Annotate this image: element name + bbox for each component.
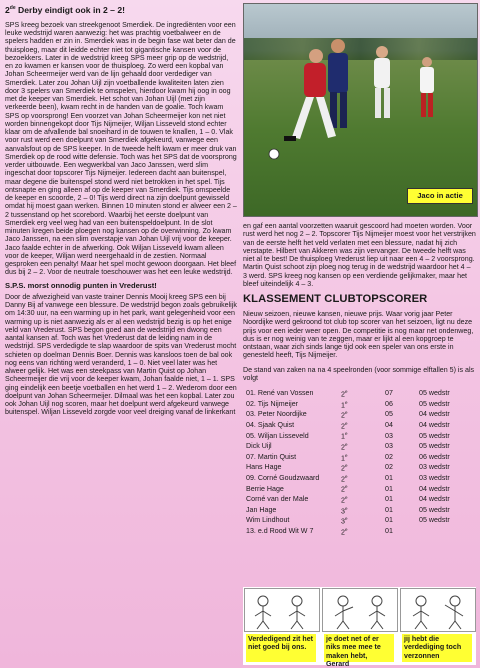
player-name: Dick Uijl xyxy=(246,442,272,451)
team-ordinal: e xyxy=(344,399,348,405)
team-cell xyxy=(341,473,385,484)
matches-cell: 04 wedstr xyxy=(419,410,450,419)
goals-cell: 05 xyxy=(385,410,393,419)
team-cell xyxy=(341,505,385,516)
matches-cell: 06 wedstr xyxy=(419,452,450,461)
article-continuation: en gaf een aantal voorzetten waaruit gescoord had moeten worden. Voor rust werd het nog 2 – 2. Topscorer Tijs Nijmeijer moest voor het verstrijken van de eerste helft het veld verlaten met een blessure, nadat hij zich verstapte. Hilbert van Akkeren was zijn vervanger. De tweede helft was niet al te best! De thuisploeg Vrederust liep uit naar een 4 – 2 voorsprong. Martin Quist schoot zijn ploeg nog terug in de wedstrijd waardoor het 4 – 3 werd. SPS kreeg nog kansen op een verdiende gelijkmaker, maar het bleef uiteindelijk 4 – 3. xyxy=(243,222,476,288)
cartoon-figures-icon xyxy=(245,589,319,631)
team-ordinal: e xyxy=(344,442,348,448)
team-cell xyxy=(341,430,385,441)
team-ordinal: e xyxy=(344,516,348,522)
goals-cell: 03 xyxy=(385,431,393,440)
player-name: 04. Sjaak Quist xyxy=(246,421,295,429)
team-cell xyxy=(341,494,385,505)
matches-cell: 04 wedstr xyxy=(419,484,450,493)
matches-cell xyxy=(419,526,469,537)
table-row xyxy=(246,473,469,484)
team-number: 1 xyxy=(341,454,345,463)
matches-cell: 05 wedstr xyxy=(419,389,450,398)
team-number: 1 xyxy=(341,400,345,409)
article-paragraph-2: Door de afwezigheid van vaste trainer Dennis Mooij kreeg SPS een bij Danny Bij af vanwege een blessure. De wedstrijd begon zoals gebruikelijk om 14:30 uur, na een warming up in het park, want gelegenheid voor een warming up is niet aanwezig als er al een wedstrijd bezig is op het enige veld van Vrederust. SPS begon goed aan de wedstrijd en dwong een aantal kansen af. Toch was het Vrederust dat de leiding nam in de wedstrijd. SPS verdedigde te slap waardoor de spits van Vrederust mocht schieten op doelman Dennis Boer. Dennis was kansloos toen de bal ook nog eens van richting werd veranderd, 1 – 0. Niet veel later was het alweer gelijk. Het was een steekpass van Martin Quist op Johan Scheermeijer die vrij voor de keeper kwam, Johan faalde niet, 1 – 1. SPS ging eindelijk een beetje voetballen en het werd 1 – 2. Wederom door een doelpunt van Johan Scheermeijer. Dilmaal was het een kopbal. Later zou ook Johan Uijl nog scoren, maar het doelpunt werd afgekeurd vanwege buitenspel. Wiljan Lisseveld zorgde voor veel dreiging vanaf de linkerkant xyxy=(5,292,237,417)
photo-players-illustration xyxy=(244,4,477,216)
cartoon-bubble-3: jij hebt die verdediging toch verzonnen xyxy=(402,634,472,662)
player-name: 01. René van Vossen xyxy=(246,389,314,398)
team-ordinal: e xyxy=(344,505,348,511)
article-title: 2de Derby eindigt ook in 2 – 2! xyxy=(5,4,125,15)
matches-cell: 05 wedstr xyxy=(419,399,450,408)
table-row xyxy=(246,388,469,399)
team-ordinal: e xyxy=(344,431,348,437)
team-number: 2 xyxy=(341,485,345,494)
table-row xyxy=(246,505,469,516)
team-cell xyxy=(341,452,385,463)
player-name: 03. Peter Noordijke xyxy=(246,410,307,419)
matches-cell: 04 wedstr xyxy=(419,421,450,429)
left-column xyxy=(5,3,237,417)
team-ordinal: e xyxy=(344,410,348,416)
player-name: Jan Hage xyxy=(246,505,277,514)
team-ordinal: e xyxy=(344,389,348,394)
goals-cell: 01 xyxy=(385,516,393,525)
team-cell xyxy=(341,409,385,420)
goals-cell: 01 xyxy=(385,484,393,493)
team-number: 2 xyxy=(341,411,345,420)
table-row xyxy=(246,430,469,441)
photo-caption: Jaco in actie xyxy=(407,188,473,204)
table-row xyxy=(246,409,469,420)
player-name: Hans Hage xyxy=(246,463,282,472)
goals-cell: 02 xyxy=(385,452,393,461)
team-ordinal: e xyxy=(344,473,348,479)
matches-cell: 05 wedstr xyxy=(419,431,450,440)
table-row xyxy=(246,494,469,505)
table-row xyxy=(246,526,469,537)
player-name: Wim Lindhout xyxy=(246,516,290,525)
team-number: 3 xyxy=(341,507,345,516)
table-row xyxy=(246,462,469,473)
match-photo xyxy=(243,3,478,217)
team-cell xyxy=(341,399,385,410)
table-row xyxy=(246,420,469,431)
team-cell xyxy=(341,388,385,399)
goals-cell: 03 xyxy=(385,442,393,451)
team-number: 1 xyxy=(341,432,345,441)
topscorer-table xyxy=(246,388,469,537)
cartoon-figures-icon xyxy=(401,589,475,631)
article-subheading: S.P.S. morst onnodig punten in Vrederust! xyxy=(5,280,157,290)
team-cell xyxy=(341,462,385,473)
team-ordinal: e xyxy=(344,420,348,426)
team-ordinal: e xyxy=(344,484,348,490)
team-ordinal: e xyxy=(344,463,348,469)
goals-cell: 06 xyxy=(385,399,393,408)
table-row xyxy=(246,452,469,463)
team-number: 2 xyxy=(341,464,345,473)
goals-cell: 01 xyxy=(385,495,393,504)
team-number: 2 xyxy=(341,422,345,431)
team-ordinal: e xyxy=(344,526,348,532)
goals-cell: 04 xyxy=(385,421,393,429)
cartoon-panel-2 xyxy=(322,588,398,632)
right-column xyxy=(243,222,476,537)
player-name: 05. Wiljan Lisseveld xyxy=(246,431,309,440)
team-ordinal: e xyxy=(344,495,348,501)
team-number: 2 xyxy=(341,443,345,452)
cartoon-panel-3 xyxy=(400,588,476,632)
goals-cell: 01 xyxy=(385,474,393,483)
klassement-standing-text: De stand van zaken na na 4 speelronden (voor sommige elftallen 5) is als volgt xyxy=(243,365,475,382)
matches-cell: 05 wedstr xyxy=(419,516,450,525)
goals-cell: 01 xyxy=(385,527,393,536)
table-row xyxy=(246,515,469,526)
cartoon-figures-icon xyxy=(323,589,397,631)
team-ordinal: e xyxy=(344,452,348,458)
team-number: 3 xyxy=(341,517,345,526)
team-cell xyxy=(341,441,385,452)
team-cell xyxy=(341,483,385,494)
player-name: 02. Tijs Nijmeijer xyxy=(246,399,299,408)
goals-cell: 02 xyxy=(385,463,393,472)
klassement-heading: KLASSEMENT CLUBTOPSCORER xyxy=(243,293,428,305)
matches-cell: 03 wedstr xyxy=(419,463,450,472)
team-cell xyxy=(341,515,385,526)
table-row xyxy=(246,483,469,494)
player-name: 07. Martin Quist xyxy=(246,452,297,461)
team-number: 2 xyxy=(341,496,345,505)
team-number: 2 xyxy=(341,390,345,399)
goals-cell: 07 xyxy=(385,389,393,398)
matches-cell: 05 wedstr xyxy=(419,505,450,514)
article-paragraph-1: SPS kreeg bezoek van streekgenoot Smerdiek. De ingrediënten voor een leuke wedstrijd waren aanwezig: het was prachtig voetbalweer en de spelers hadden er zin in. Smerdiek was in de begin fase wat beter dan de thuisploeg, maar dit leidde echter niet tot gigantische kansen voor de bezoekkers. Later in de wedstrijd kreeg SPS meer grip op de wedstrijd, en zo kwamen er kansen voor de thuisploeg. Zo werd een kopbal van Johan Scheermeijer werd van de lijn gehaald door verdediger van Smerdiek. Later zou Johan Uijl zijn voetballende kwaliteiten laten zien door 3 spelers van Smerdiek te omspelen, hierdoor kwam hij oog in oog met de keeper van Smerdiek. Het schot van Johan Uijl (met zijn verkeerde been), kwam recht in de handen van de goalie. Toch kwam SPS op voorsprong! Een voorzet van Johan Scheermeijer kon net niet worden binnengekopt door Tijs Nijmeijer, Wiljan Lisseveld stond echter klaar om de afvallende bal snoeihard in de touwen te knallen, 1 – 0. Vlak voor rust werd een doelpunt van Smerdiek afgekeurd, vanwege een aanvalsfout op de SPS keeper. In de tweede helft kwam er meer druk van Smerdiek op de rood witte defensie. Toch was het SPS dat de voorsprong verder uitbouwde. Een wegwerkbal van Jaco Janssen, werd slim ingeschat door topscorer Tijs Nijmeijer. Iedereen dacht aan buitenspel, maar degene die buitenspel stond werd niet betrokken in het spel. Tijs ontsnapte en ging alleen af op de keeper van Smerdiek. Tijs omspeelde de keeper en scoorde, 2 – 0! Tijs werd direct na zijn doelpunt gewisseld omdat hij moest gaan werken. Binnen 10 minuten stond er alweer een 2 – 2 tussenstand op het scorebord. Waarbij het eerste doelpunt van Smerdiek erg veel weg had van een buitenspeldoelpunt. In de slot minuten kregen beide ploegen nog kansen op de overwinning. Zo kwam Jaco Janssen, na een slim overstapje van Johan Uijl vrij voor de keeper. Jaco faalde echter in de afwerking. Ook Wiljan Lisseveld kwam alleen voor de keeper, Wiljan werd neergehaald in de zestien. Normaal gesproken een penalty! Maar het spel mocht gewoon doorgaan. Het bleef dus bij 2 – 2. Voor de neutrale toeschouwer was het een leuke wedstrijd. xyxy=(5,20,237,277)
player-name: Corné van der Male xyxy=(246,495,309,504)
matches-cell: 05 wedstr xyxy=(419,442,450,451)
cartoon-strip xyxy=(243,587,476,668)
goals-cell: 01 xyxy=(385,505,393,514)
player-name: 13. e.d Rood Wit W 7 xyxy=(246,527,314,536)
team-cell xyxy=(341,526,385,537)
matches-cell: 03 wedstr xyxy=(419,474,450,483)
team-number: 2 xyxy=(341,528,345,537)
player-name: 09. Corné Goudzwaard xyxy=(246,474,320,483)
player-name: Berrie Hage xyxy=(246,484,284,493)
team-number: 2 xyxy=(341,475,345,484)
cartoon-panel-1 xyxy=(244,588,320,632)
table-row xyxy=(246,441,469,452)
team-cell xyxy=(341,420,385,431)
cartoon-bubble-1: Verdedigend zit het niet goed bij ons. xyxy=(246,634,316,662)
table-row xyxy=(246,399,469,410)
cartoon-bubble-2: je doet net of er niks mee mee te maken hebt, Gerard xyxy=(324,634,394,662)
klassement-intro: Nieuw seizoen, nieuwe kansen, nieuwe prijs. Waar vorig jaar Peter Noordijke werd gekroond tot club top scorer van het seizoen, ligt nu deze prijs voor een ieder weer open. De competitie is nog maar net ondenweg, dus is er nog weinig van te zeggen, maar er lijkt al een kopgroep te ontstaan, waar zich sinds lange tijd ook een speler van ons erste in genesteld heeft, Tijs Nijmeijer. xyxy=(243,310,474,360)
matches-cell: 04 wedstr xyxy=(419,495,450,504)
